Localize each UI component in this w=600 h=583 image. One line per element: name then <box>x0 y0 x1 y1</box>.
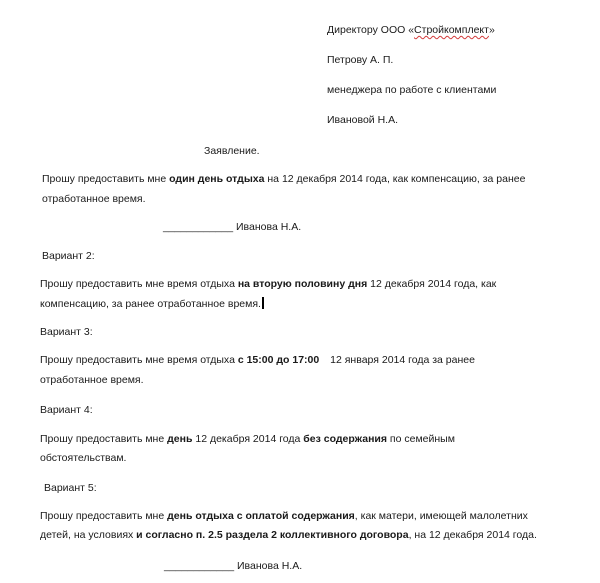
main-request-line2: отработанное время. <box>42 193 146 205</box>
text-segment: компенсацию, за ранее отработанное время. <box>40 298 261 310</box>
addressee-suffix: » <box>488 24 495 36</box>
variant5-line1 <box>40 510 528 523</box>
text-segment: 12 декабря 2014 года, как <box>367 278 497 290</box>
text-segment: Прошу предоставить мне <box>42 173 170 185</box>
bold-segment: с 15:00 <box>237 354 274 366</box>
variant4-line2: обстоятельствам. <box>40 452 127 464</box>
text-segment: Прошу предоставить мне время отдыха <box>40 354 238 366</box>
variant4-label: Вариант 4: <box>40 404 93 416</box>
variant2-line1 <box>40 278 496 291</box>
bold-segment: и согласно п. 2.5 раздела 2 коллективного договора <box>136 529 409 541</box>
main-request-line1 <box>42 173 525 186</box>
bold-segment: день отдыха с оплатой содержания <box>167 510 355 522</box>
sender-position: менеджера по работе с клиентами <box>327 84 497 96</box>
signature-blank: ____________ <box>164 560 235 572</box>
variant3-label: Вариант 3: <box>40 326 93 338</box>
text-segment: детей, на условиях <box>40 529 137 541</box>
variant5-line2 <box>40 529 537 542</box>
text-segment: 12 декабря 2014 года <box>192 433 304 445</box>
signature-1 <box>163 221 301 234</box>
variant3-line2: отработанное время. <box>40 374 144 386</box>
variant5-label: Вариант 5: <box>44 482 97 494</box>
signature-name: Иванова Н.А. <box>236 221 302 233</box>
bold-segment: до 17:00 <box>276 354 320 366</box>
sender-name: Ивановой Н.А. <box>327 114 398 126</box>
variant3-line1 <box>40 354 475 367</box>
text-segment: Прошу предоставить мне <box>40 433 168 445</box>
bold-segment: один день отдыха <box>169 173 265 185</box>
variant2-line2 <box>40 297 264 311</box>
document-title: Заявление. <box>204 145 260 157</box>
text-segment: , как матери, имеющей малолетних <box>354 510 528 522</box>
text-segment: Прошу предоставить мне <box>40 510 168 522</box>
signature-blank: ____________ <box>163 221 234 233</box>
bold-segment: без содержания <box>303 433 387 445</box>
company-name: Стройкомплект <box>414 24 489 36</box>
variant4-line1 <box>40 433 455 446</box>
director-name: Петрову А. П. <box>327 54 394 66</box>
bold-segment: день <box>167 433 193 445</box>
text-segment: , на 12 декабря 2014 года. <box>408 529 537 541</box>
text-segment: на 12 декабря 2014 года, как компенсацию, за ранее <box>264 173 526 185</box>
text-segment: Прошу предоставить мне время отдыха <box>40 278 238 290</box>
signature-2 <box>164 560 302 573</box>
signature-name: Иванова Н.А. <box>237 560 303 572</box>
text-segment: по семейным <box>387 433 455 445</box>
variant2-label: Вариант 2: <box>42 250 95 262</box>
text-cursor <box>262 297 264 309</box>
addressee-line <box>327 24 495 37</box>
addressee-prefix: Директору ООО « <box>327 24 415 36</box>
text-segment: 12 января 2014 года за ранее <box>327 354 475 366</box>
bold-segment: на вторую половину дня <box>237 278 368 290</box>
